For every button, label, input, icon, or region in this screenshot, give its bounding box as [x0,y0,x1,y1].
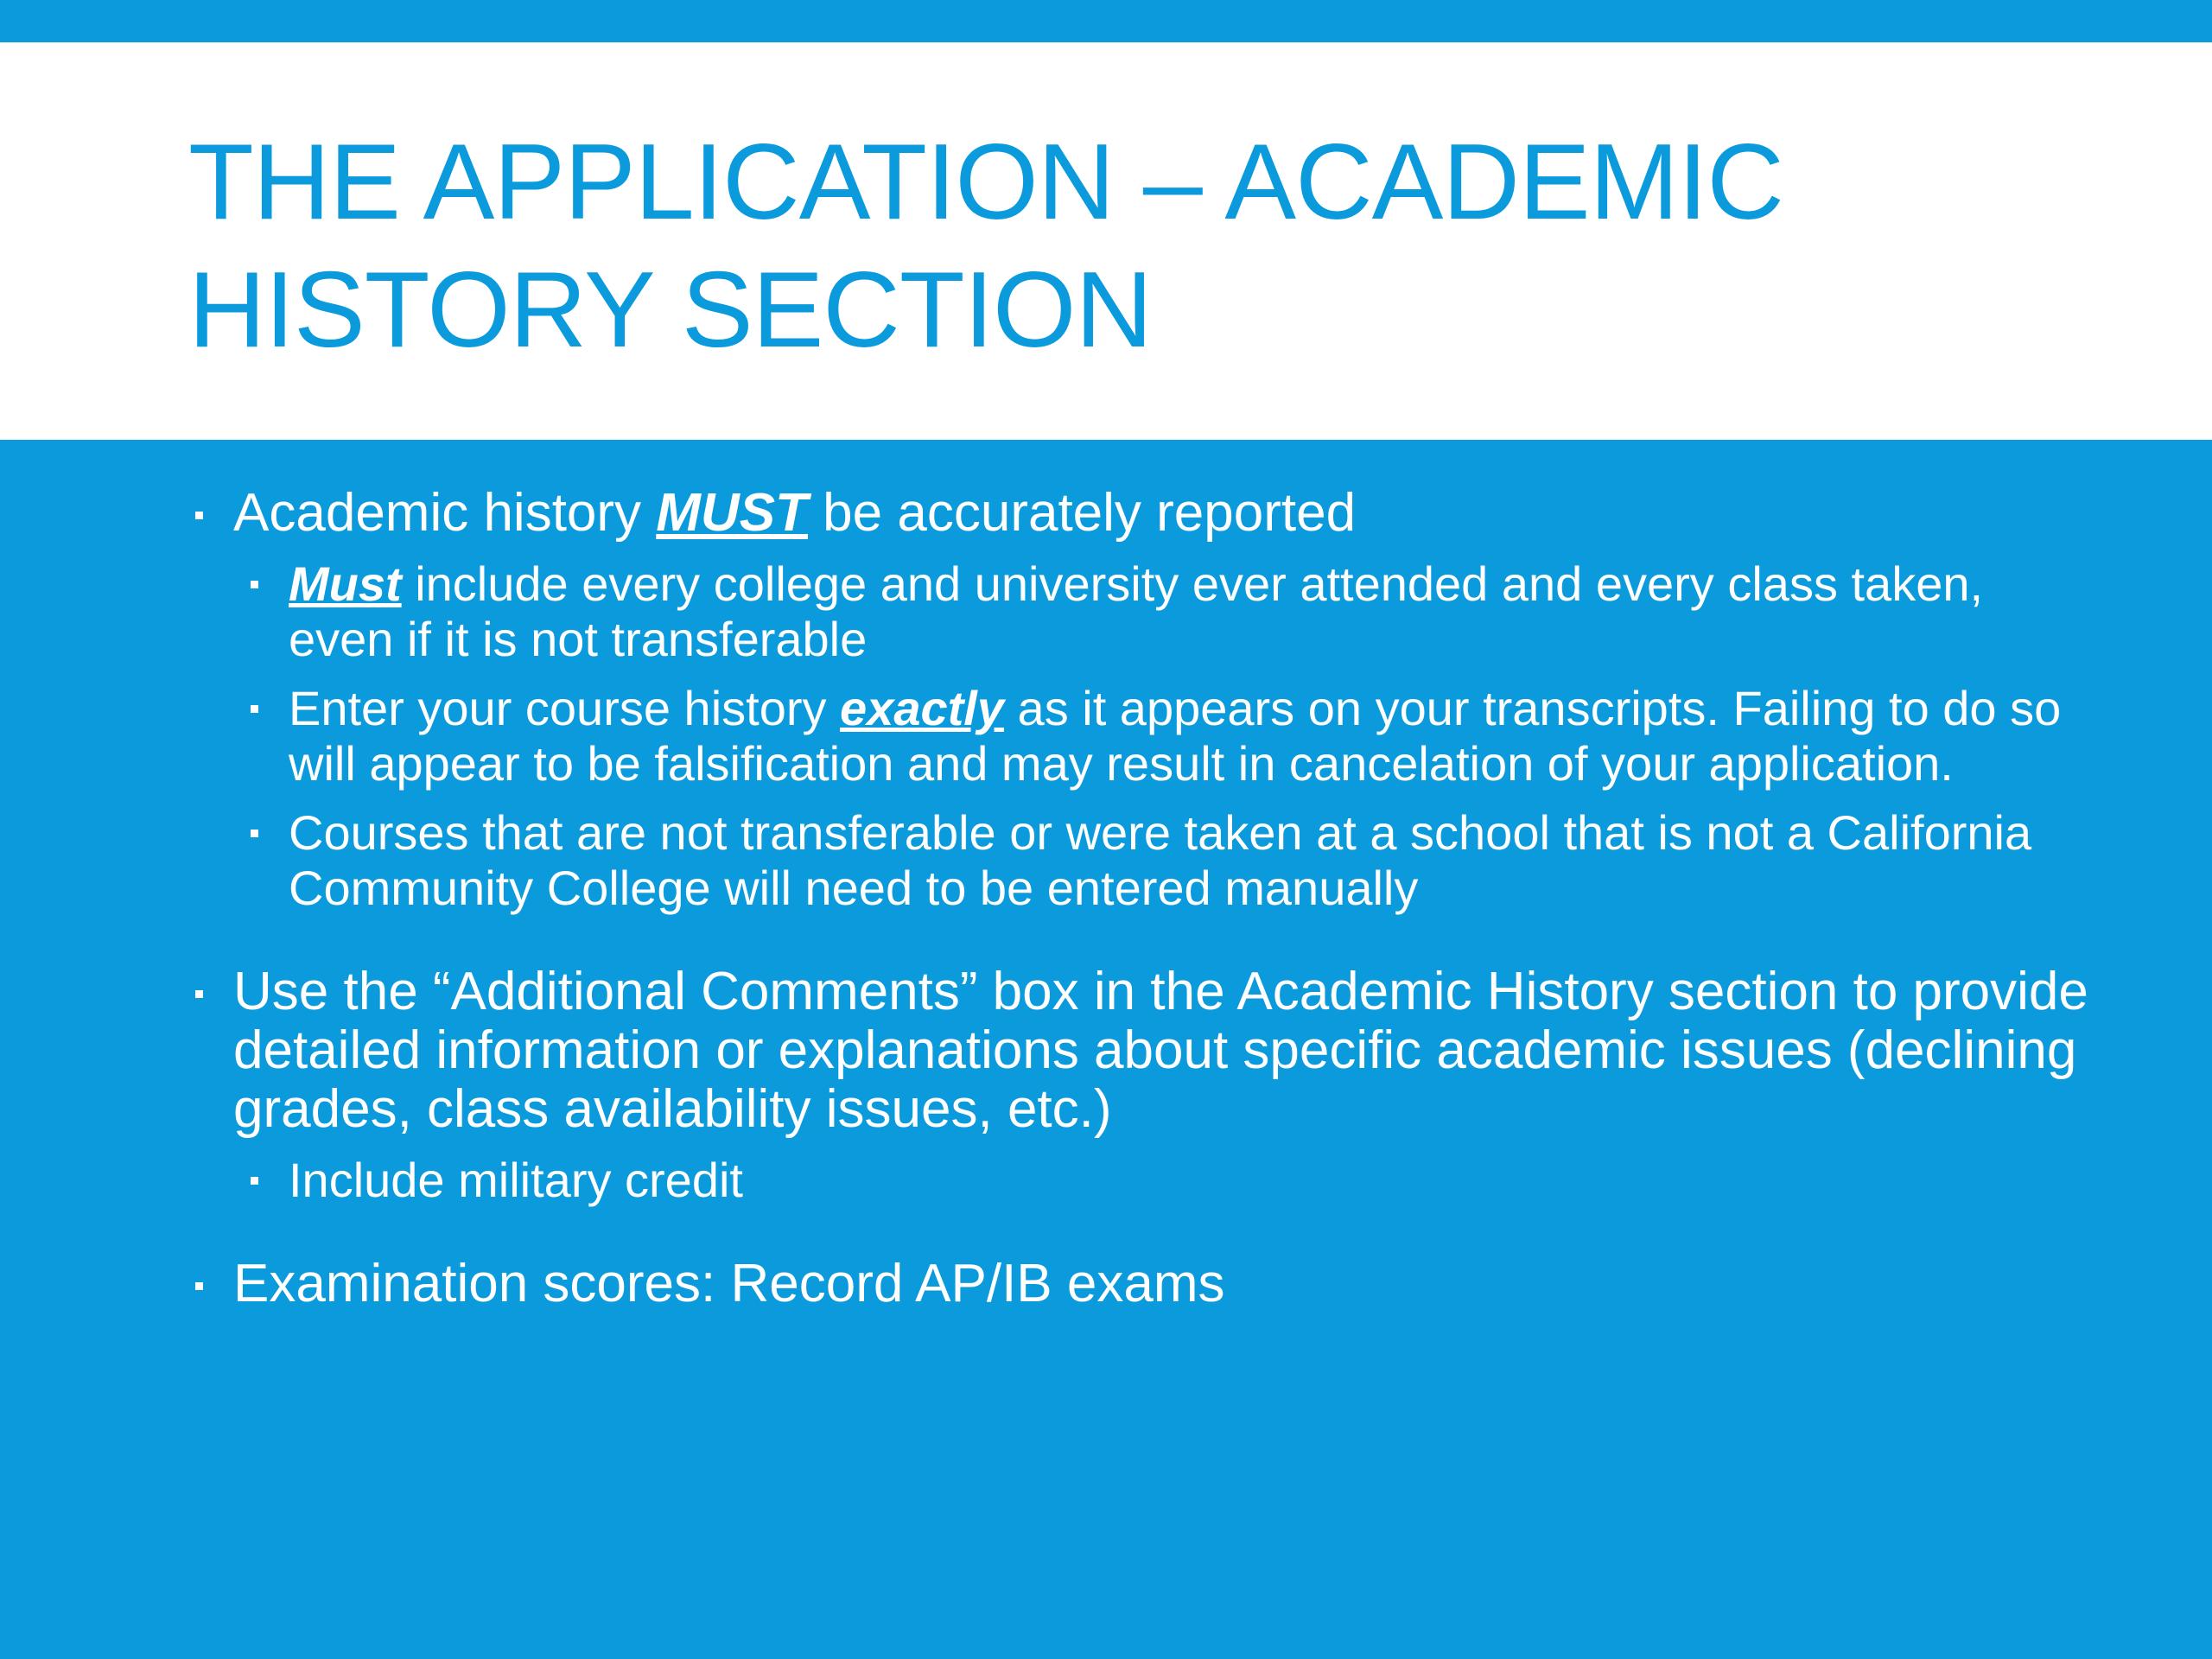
bullet-academic-history: Academic history MUST be accurately reported [188,484,2089,543]
sub-bullet-manual-entry: Courses that are not transferable or were taken at a school that is not a California Community College will need to be entered manually [244,805,2089,916]
emphasis-must: MUST [656,483,808,543]
bullet-additional-comments: Use the “Additional Comments” box in the Academic History section to provide detailed information or explanations about specific academic issues (declining grades, class availability issues, etc.) [188,963,2089,1139]
emphasis-must-sub: Must [289,556,402,611]
sub-bullet-military-credit: Include military credit [244,1153,2089,1208]
sub-bullet-enter-exactly: Enter your course history exactly as it appears on your transcripts. Failing to do so will appear to be falsification and may result in cancelation of your application. [244,681,2089,791]
bullet-examination-scores: Examination scores: Record AP/IB exams [188,1255,2089,1313]
bullet-list [188,484,2089,1313]
emphasis-exactly: exactly [840,681,1004,735]
sub-bullet-every-college: Must include every college and university ever attended and every class taken, even if it is not transferable [244,556,2089,667]
title-panel [0,42,2212,440]
top-accent-band [0,0,2212,42]
slide-title: THE APPLICATION – ACADEMIC HISTORY SECTION [188,123,1783,370]
